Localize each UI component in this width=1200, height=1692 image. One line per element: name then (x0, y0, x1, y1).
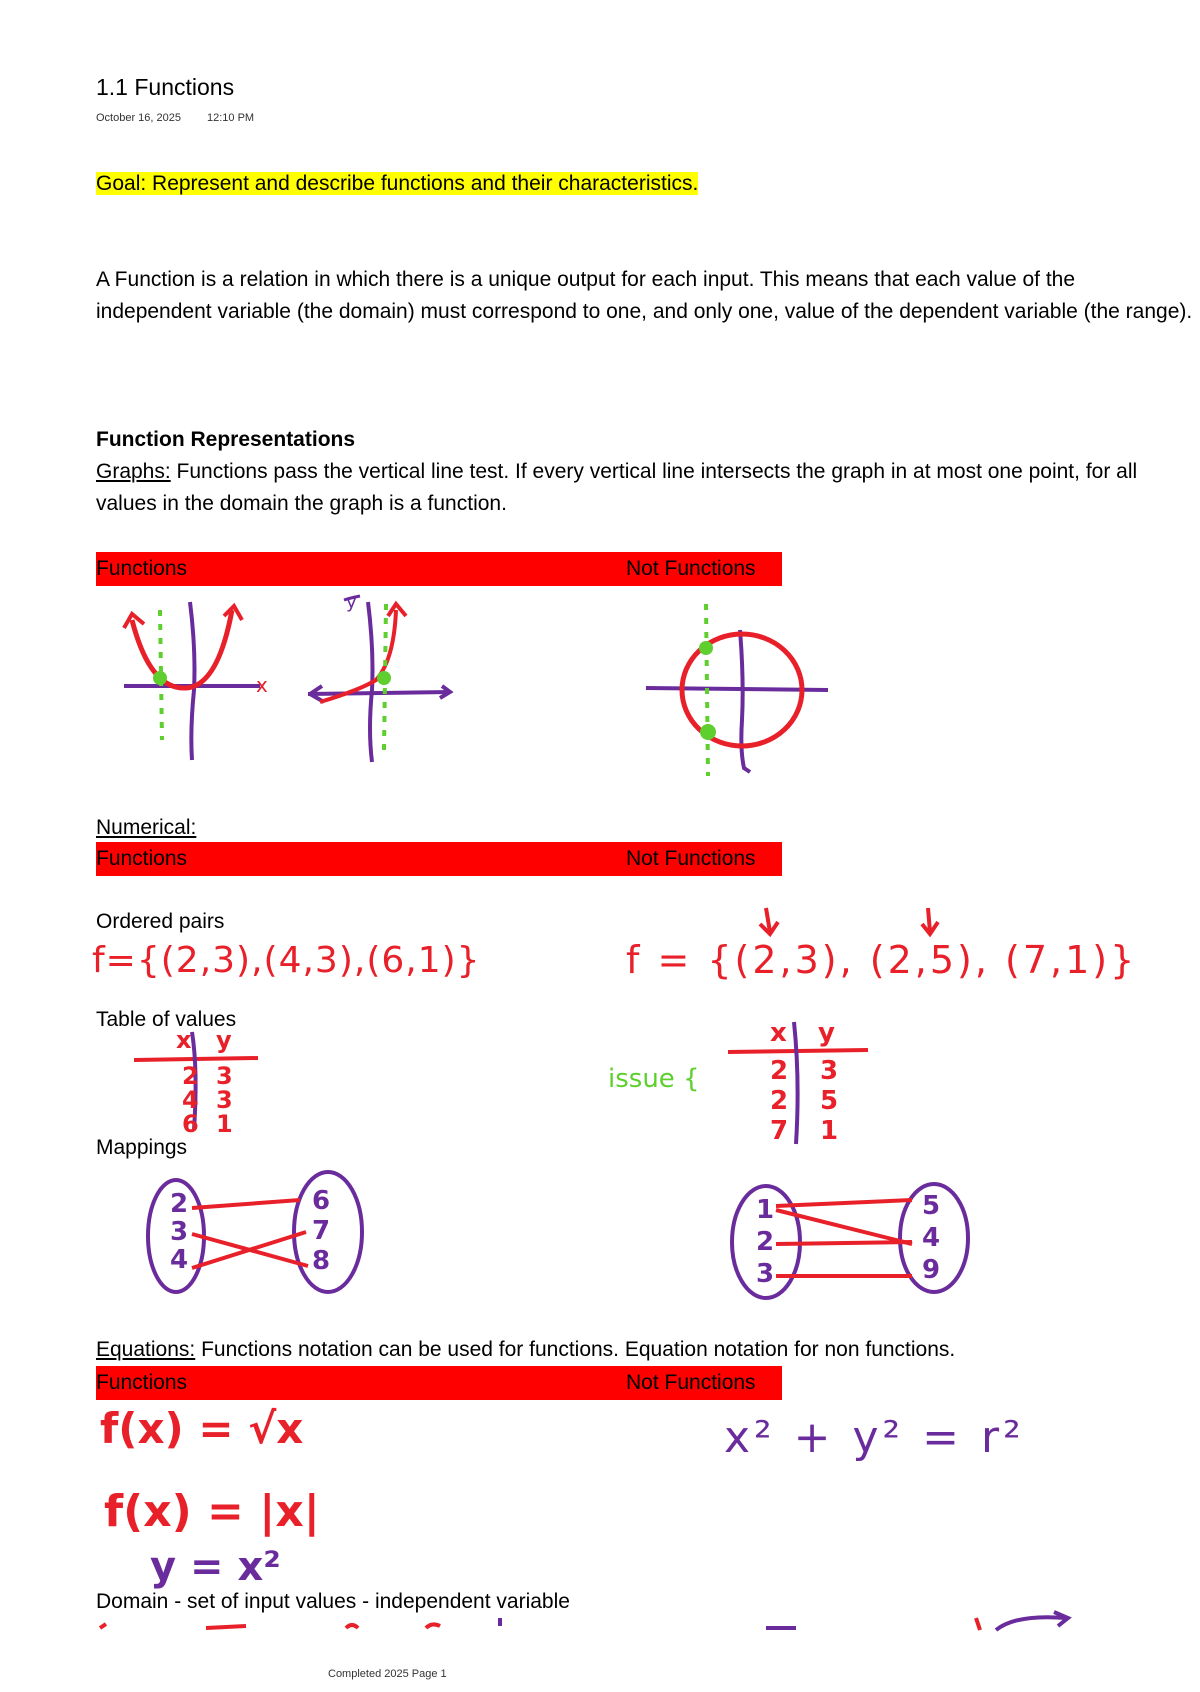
graph-parabola-sketch (110, 590, 280, 770)
goal-line (96, 168, 1196, 200)
eq-square: y = x² (150, 1544, 281, 1590)
func-table-head-x: x (176, 1026, 192, 1054)
function-definition: A Function is a relation in which there is a unique output for each input. This means that each value of the independent variable (the domain) must correspond to one, and only one, value of the dependent variable (the range). (96, 268, 1193, 323)
mapping-value: 5 (922, 1191, 941, 1221)
graphs-label: Graphs: (96, 460, 171, 483)
table-cell: 3 (216, 1062, 233, 1090)
repeat-arrows (740, 906, 940, 946)
not-functions-label: Not Functions (626, 1371, 756, 1394)
mapping-value: 2 (170, 1189, 189, 1219)
func-table-y-col (216, 1064, 233, 1136)
graphs-text: Functions pass the vertical line test. If every vertical line intersects the graph in at most one point, for all values in the domain the graph is a function. (96, 460, 1138, 515)
table-cell: 2 (182, 1062, 199, 1090)
func-ordered-pairs: f={(2,3),(4,3),(6,1)} (92, 940, 481, 981)
functions-label: Functions (96, 847, 188, 870)
equations-text: Functions notation can be used for functions. Equation notation for non functions. (195, 1338, 956, 1361)
nonfunc-map-range (922, 1190, 940, 1286)
eq-sqrt: f(x) = √x (100, 1404, 304, 1453)
table-cell: 1 (820, 1116, 839, 1146)
eq-abs: f(x) = |x| (104, 1486, 320, 1537)
page-date: October 16, 2025 (96, 112, 182, 124)
eq-circle: x² + y² = r² (724, 1412, 1025, 1463)
axis-y-label: y (346, 592, 357, 613)
mapping-value: 4 (922, 1223, 941, 1253)
nonfunc-table-head-y: y (818, 1018, 835, 1048)
page-title: 1.1 Functions (96, 74, 235, 100)
mapping-value: 6 (312, 1186, 331, 1216)
func-table-lines (130, 1030, 270, 1140)
page-time: 12:10 PM (207, 112, 255, 124)
mapping-value: 4 (170, 1245, 189, 1275)
table-of-values-label: Table of values (96, 1008, 237, 1031)
table-cell: 4 (182, 1086, 199, 1114)
issue-note: issue { (608, 1064, 700, 1094)
nonfunc-map-domain (756, 1194, 774, 1290)
axis-x-label: x (256, 673, 268, 697)
nonfunc-ordered-pairs: f = {(2,3), (2,5), (7,1)} (626, 938, 1138, 982)
mapping-value: 1 (756, 1195, 775, 1225)
page-footer: Completed 2025 Page 1 (328, 1668, 447, 1680)
page-timestamp (96, 112, 254, 124)
equations-header-bar (96, 1366, 782, 1400)
equations-paragraph (96, 1334, 1196, 1366)
mapping-value: 8 (312, 1246, 331, 1276)
ordered-pairs-label: Ordered pairs (96, 910, 225, 933)
func-map-range (312, 1186, 330, 1276)
func-table-head-y: y (216, 1026, 232, 1054)
numerical-header-bar (96, 842, 782, 876)
mapping-value: 2 (756, 1227, 775, 1257)
table-cell: 6 (182, 1110, 199, 1138)
graphs-paragraph (96, 456, 1196, 520)
functions-label: Functions (96, 557, 188, 580)
mapping-value: 7 (312, 1216, 331, 1246)
func-map-domain (170, 1190, 188, 1274)
table-cell: 7 (770, 1116, 789, 1146)
table-cell: 1 (216, 1110, 233, 1138)
goal-text: Goal: Represent and describe functions and their characteristics. (96, 172, 699, 195)
cutoff-handwriting (96, 1614, 1096, 1638)
equations-label: Equations: (96, 1338, 196, 1361)
domain-definition: Domain - set of input values - independent variable (96, 1590, 570, 1613)
graphs-header-bar (96, 552, 782, 586)
mappings-label: Mappings (96, 1136, 188, 1159)
mapping-value: 3 (170, 1217, 189, 1247)
table-cell: 2 (770, 1086, 789, 1116)
graph-circle-sketch (640, 600, 840, 780)
func-table-x-col (182, 1064, 199, 1136)
numerical-label: Numerical: (96, 816, 197, 839)
graph-cubic-sketch (300, 590, 460, 770)
functions-label: Functions (96, 1371, 188, 1394)
nonfunc-table-head-x: x (770, 1018, 787, 1048)
mapping-value: 9 (922, 1255, 941, 1285)
table-cell: 3 (216, 1086, 233, 1114)
section-title: Function Representations (96, 428, 356, 451)
nonfunc-table-lines (726, 1020, 876, 1150)
mapping-value: 3 (756, 1259, 775, 1289)
not-functions-label: Not Functions (626, 557, 756, 580)
table-cell: 3 (820, 1056, 839, 1086)
table-cell: 2 (770, 1056, 789, 1086)
not-functions-label: Not Functions (626, 847, 756, 870)
table-cell: 5 (820, 1086, 839, 1116)
